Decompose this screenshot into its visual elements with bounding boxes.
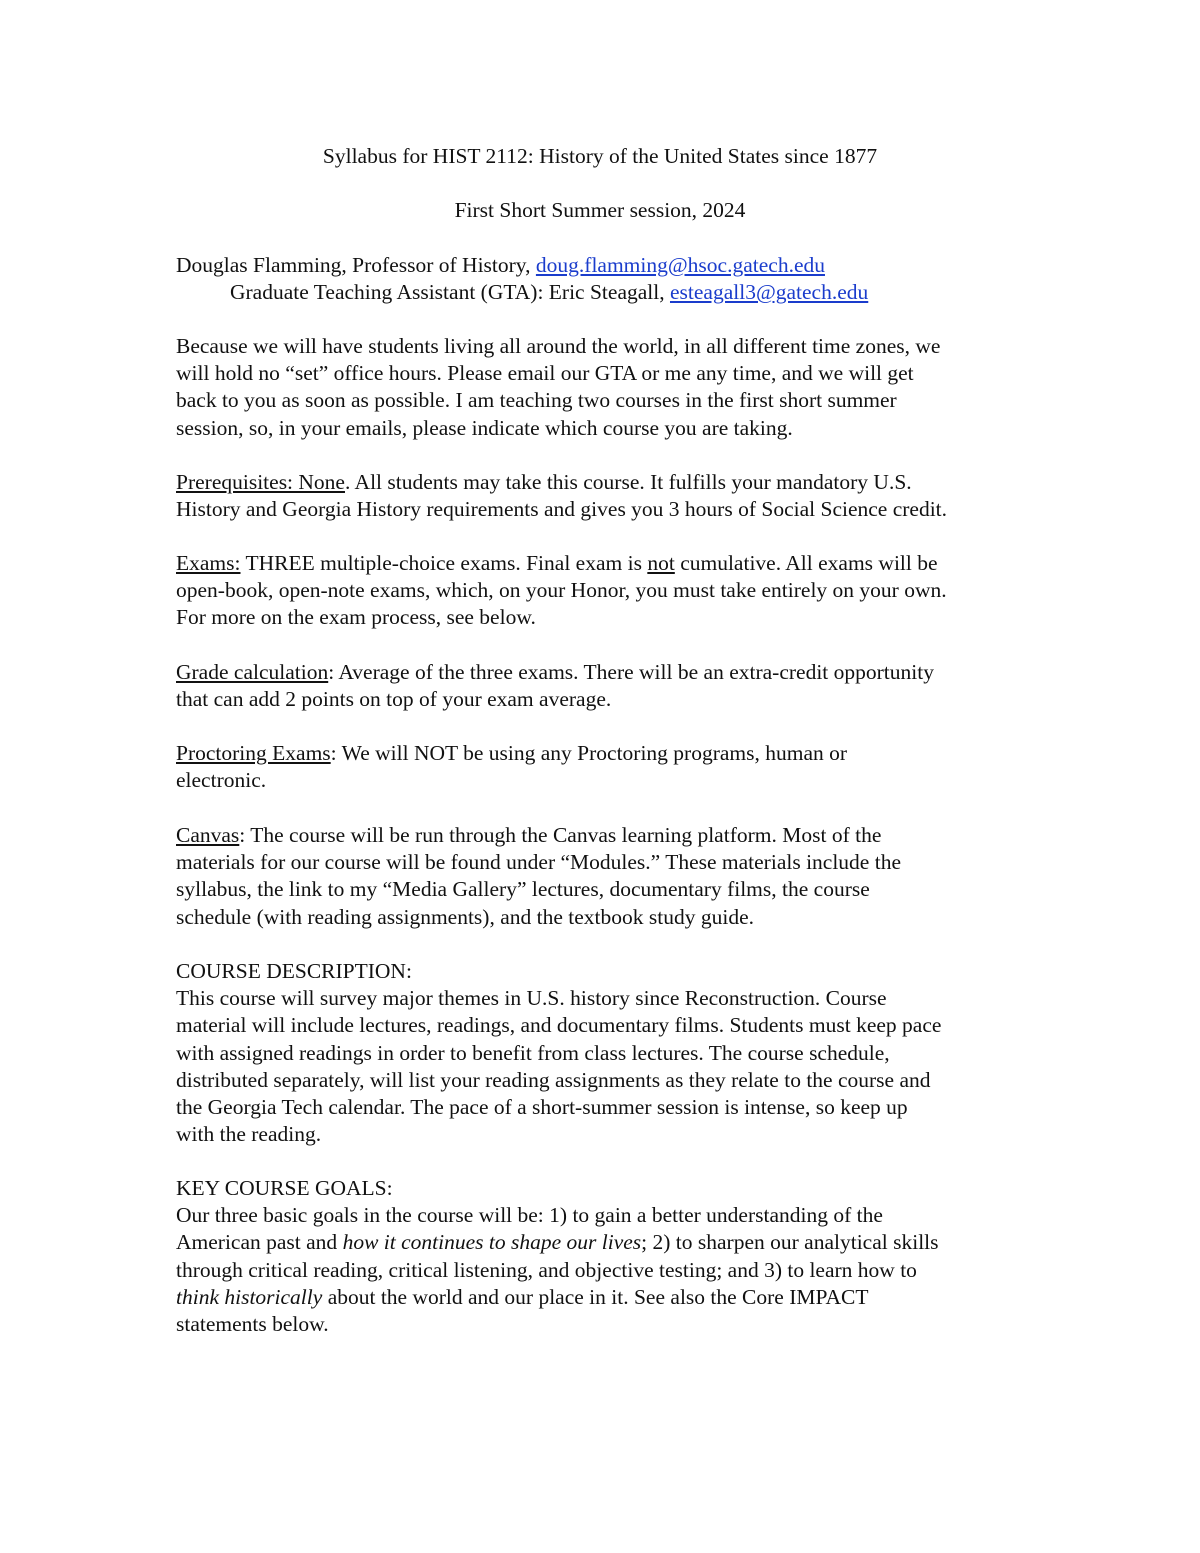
paragraph-line: open-book, open-note exams, which, on your Honor, you must take entirely on your own. (176, 578, 947, 603)
paragraph-line: distributed separately, will list your reading assignments as they relate to the course and (176, 1067, 931, 1092)
gta-email-link[interactable]: esteagall3@gatech.edu (669, 280, 869, 304)
grade-label: Grade calculation (176, 660, 329, 684)
paragraph-text: cumulative. All exams will be (674, 551, 938, 575)
gta-line (230, 279, 1050, 306)
paragraph-line: with assigned readings in order to benefit from class lectures. The course schedule, (176, 1040, 890, 1065)
instructor-name: Douglas Flamming, Professor of History, (176, 253, 536, 277)
canvas-label: Canvas (176, 823, 240, 847)
canvas-paragraph (176, 822, 1036, 931)
paragraph-line: schedule (with reading assignments), and the textbook study guide. (176, 904, 754, 929)
paragraph-text: : Average of the three exams. There will be an extra-credit opportunity (328, 660, 934, 684)
session-subtitle: First Short Summer session, 2024 (454, 198, 746, 222)
paragraph-line: History and Georgia History requirements and gives you 3 hours of Social Science credit. (176, 497, 948, 522)
paragraph-line: For more on the exam process, see below. (176, 605, 536, 630)
italic-emphasis: how it continues to shape our lives (342, 1230, 642, 1255)
gta-name: Graduate Teaching Assistant (GTA): Eric Steagall, (230, 280, 670, 304)
paragraph-line: with the reading. (176, 1122, 322, 1147)
paragraph-line: This course will survey major themes in U.S. history since Reconstruction. Course (176, 986, 887, 1011)
paragraph-line: statements below. (176, 1312, 329, 1337)
instructor-line (176, 252, 1036, 279)
paragraph-line: electronic. (176, 768, 267, 793)
prerequisites-label: Prerequisites: None (176, 470, 345, 494)
course-goals-section (176, 1175, 1036, 1338)
paragraph-line: will hold no “set” office hours. Please email our GTA or me any time, and we will get (176, 361, 914, 386)
grade-paragraph (176, 659, 1036, 713)
paragraph-text: ; 2) to sharpen our analytical skills (641, 1230, 939, 1255)
paragraph-line: syllabus, the link to my “Media Gallery” lectures, documentary films, the course (176, 877, 870, 902)
paragraph-text: . All students may take this course. It fulfills your mandatory U.S. (344, 470, 912, 494)
paragraph-line: that can add 2 points on top of your exam average. (176, 687, 612, 712)
paragraph-line: Our three basic goals in the course will be: 1) to gain a better understanding of the (176, 1203, 883, 1228)
prerequisites-paragraph (176, 469, 1036, 523)
paragraph-text: American past and (176, 1230, 343, 1255)
paragraph-text: THREE multiple-choice exams. Final exam is (240, 551, 648, 575)
paragraph-line: session, so, in your emails, please indicate which course you are taking. (176, 415, 793, 440)
proctoring-paragraph (176, 740, 1036, 794)
course-description-section (176, 958, 1036, 1148)
page-title: Syllabus for HIST 2112: History of the United States since 1877 (322, 144, 878, 168)
paragraph-text: : We will NOT be using any Proctoring programs, human or (330, 741, 848, 765)
section-heading: COURSE DESCRIPTION: (176, 959, 412, 983)
italic-emphasis: think historically (176, 1284, 323, 1309)
paragraph-line: materials for our course will be found under “Modules.” These materials include the (176, 850, 901, 875)
paragraph-line: material will include lectures, readings, and documentary films. Students must keep pace (176, 1013, 942, 1038)
exams-label: Exams: (176, 551, 241, 575)
paragraph-line: Because we will have students living all around the world, in all different time zones, we (176, 334, 941, 358)
proctoring-label: Proctoring Exams (176, 741, 331, 765)
section-heading: KEY COURSE GOALS: (176, 1176, 393, 1200)
office-hours-paragraph (176, 333, 1036, 442)
paragraph-line: back to you as soon as possible. I am teaching two courses in the first short summer (176, 388, 897, 413)
paragraph-line: through critical reading, critical listening, and objective testing; and 3) to learn how to (176, 1257, 917, 1282)
not-emphasis: not (647, 551, 675, 575)
instructor-email-link[interactable]: doug.flamming@hsoc.gatech.edu (535, 253, 825, 277)
paragraph-text: about the world and our place in it. See also the Core IMPACT (322, 1284, 869, 1309)
paragraph-line: the Georgia Tech calendar. The pace of a short-summer session is intense, so keep up (176, 1095, 908, 1120)
exams-paragraph (176, 550, 1036, 632)
paragraph-text: : The course will be run through the Canvas learning platform. Most of the (239, 823, 882, 847)
